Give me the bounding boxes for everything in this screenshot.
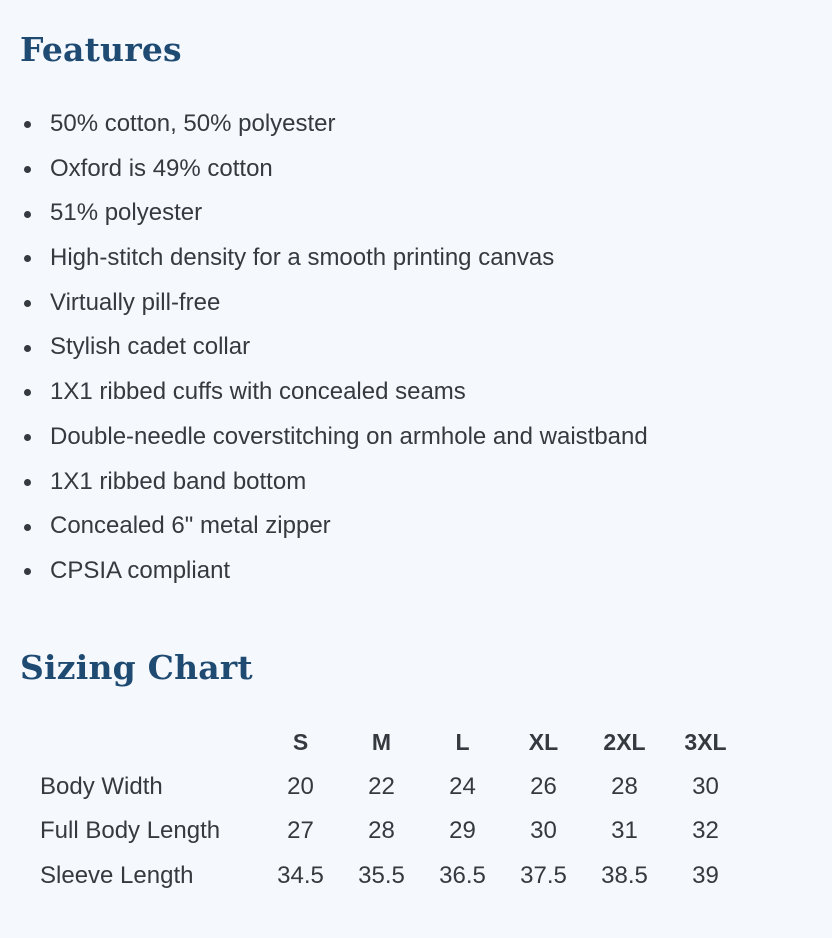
feature-text: Virtually pill-free: [50, 288, 221, 316]
features-list: [0, 102, 800, 594]
size-header: M: [371, 728, 392, 755]
feature-text: CPSIA compliant: [50, 556, 231, 584]
feature-text: Double-needle coverstitching on armhole and waistband: [50, 422, 648, 450]
sizing-table: [30, 720, 746, 898]
feature-text: High-stitch density for a smooth printing canvas: [50, 244, 555, 272]
size-header: 3XL: [684, 728, 727, 755]
row-label: Body Width: [40, 772, 163, 800]
table-cell: 30: [530, 817, 557, 845]
bullet-icon: [24, 479, 31, 486]
feature-text: Oxford is 49% cotton: [50, 154, 273, 182]
list-item: [0, 102, 800, 147]
row-label: Sleeve Length: [40, 861, 194, 889]
bullet-icon: [24, 345, 31, 352]
bullet-icon: [24, 166, 31, 173]
feature-text: Concealed 6" metal zipper: [50, 512, 331, 540]
table-row: [30, 809, 746, 854]
table-cell: 35.5: [358, 861, 405, 889]
list-item: [0, 325, 800, 370]
table-cell: 26: [530, 772, 557, 800]
feature-text: 51% polyester: [50, 199, 203, 227]
bullet-icon: [24, 121, 31, 128]
bullet-icon: [24, 211, 31, 218]
table-row: [30, 765, 746, 810]
table-cell: 39: [692, 861, 719, 889]
bullet-icon: [24, 389, 31, 396]
list-item: [0, 460, 800, 505]
bullet-icon: [24, 255, 31, 262]
table-header-row: [30, 720, 746, 765]
feature-text: 1X1 ribbed cuffs with concealed seams: [50, 378, 466, 406]
bullet-icon: [24, 434, 31, 441]
table-cell: 34.5: [277, 861, 324, 889]
feature-text: 1X1 ribbed band bottom: [50, 467, 307, 495]
table-cell: 37.5: [520, 861, 567, 889]
table-cell: 24: [449, 772, 476, 800]
table-cell: 32: [692, 817, 719, 845]
table-cell: 22: [368, 772, 395, 800]
feature-text: Stylish cadet collar: [50, 333, 251, 361]
list-item: [0, 147, 800, 192]
table-cell: 31: [611, 817, 638, 845]
list-item: [0, 281, 800, 326]
table-cell: 38.5: [601, 861, 648, 889]
corner-header-cell: [30, 720, 260, 765]
feature-text: 50% cotton, 50% polyester: [50, 110, 336, 137]
table-cell: 27: [287, 817, 314, 845]
table-cell: 28: [368, 817, 395, 845]
list-item: [0, 191, 800, 236]
table-cell: 30: [692, 772, 719, 800]
size-header: XL: [528, 728, 559, 755]
row-label: Full Body Length: [40, 817, 221, 845]
list-item: [0, 236, 800, 281]
table-cell: 28: [611, 772, 638, 800]
list-item: [0, 370, 800, 415]
list-item: [0, 549, 800, 594]
features-heading: Features: [20, 30, 182, 69]
sizing-chart-heading: Sizing Chart: [20, 648, 253, 687]
bullet-icon: [24, 568, 31, 575]
bullet-icon: [24, 524, 31, 531]
size-header: 2XL: [603, 728, 646, 755]
table-cell: 29: [449, 817, 476, 845]
size-header: S: [292, 728, 309, 755]
bullet-icon: [24, 300, 31, 307]
list-item: [0, 415, 800, 460]
size-header: L: [455, 728, 470, 755]
table-row: [30, 854, 746, 899]
list-item: [0, 504, 800, 549]
table-cell: 20: [287, 772, 314, 800]
table-cell: 36.5: [439, 861, 486, 889]
